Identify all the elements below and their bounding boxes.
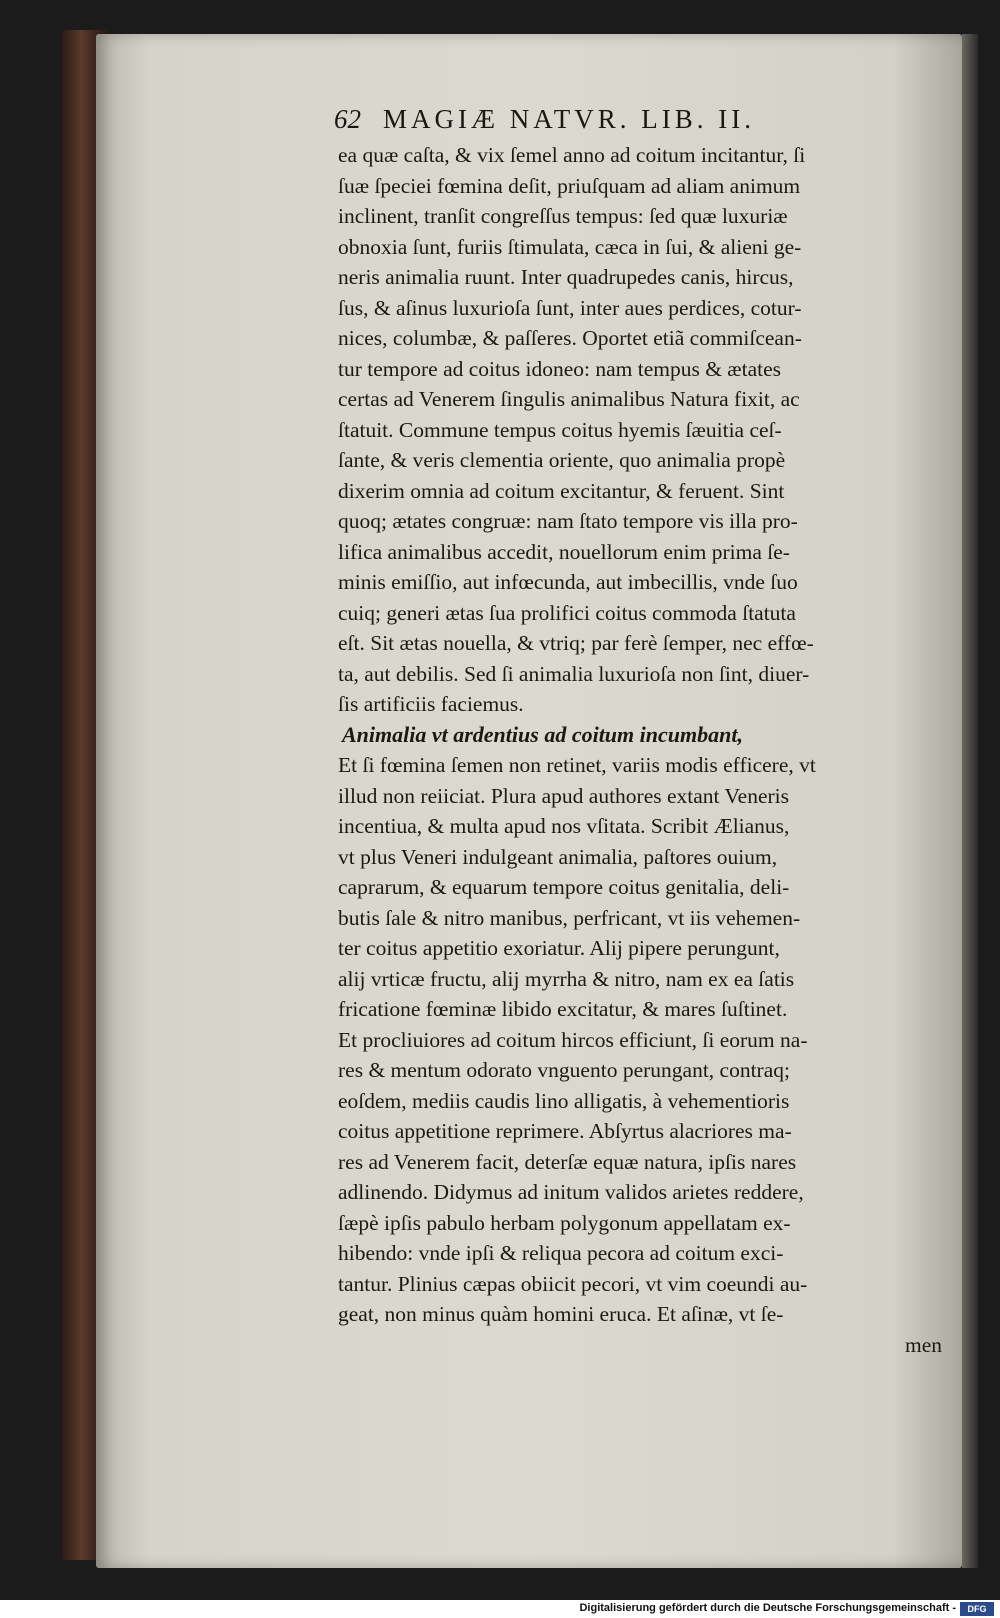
text-line: tur tempore ad coitus idoneo: nam tempus & ætates bbox=[338, 356, 782, 381]
text-line: ſæpè ipſis pabulo herbam polygonum appellatam ex- bbox=[338, 1210, 791, 1235]
text-line: res ad Venerem facit, deterſæ equæ natura, ipſis nares bbox=[338, 1149, 797, 1174]
text-line: tantur. Plinius cæpas obiicit pecori, vt vim coeundi au- bbox=[338, 1271, 808, 1296]
text-line: quoq; ætates congruæ: nam ſtato tempore vis illa pro- bbox=[338, 509, 798, 533]
text-line: ea quæ caſta, & vix ſemel anno ad coitum incitantur, ſi bbox=[338, 143, 806, 167]
text-line: certas ad Venerem ſingulis animalibus Natura fixit, ac bbox=[338, 387, 800, 411]
footer-credit: Digitalisierung gefördert durch die Deutsche Forschungsgemeinschaft - bbox=[579, 1602, 956, 1614]
text-line: lifica animalibus accedit, nouellorum enim prima ſe- bbox=[338, 539, 790, 564]
page-edge-shadow bbox=[962, 34, 978, 1568]
text-line: incentiua, & multa apud nos vſitata. Scribit Ælianus, bbox=[338, 814, 790, 838]
body-text bbox=[338, 140, 942, 1360]
dfg-logo: DFG bbox=[960, 1602, 994, 1616]
digitization-footer bbox=[0, 1600, 1000, 1618]
text-line: geat, non minus quàm homini eruca. Et aſinæ, vt ſe- bbox=[338, 1302, 784, 1326]
text-line: obnoxia ſunt, furiis ſtimulata, cæca in ſui, & alieni ge- bbox=[338, 234, 802, 259]
running-header bbox=[334, 104, 854, 140]
text-line: illud non reiiciat. Plura apud authores extant Veneris bbox=[338, 783, 789, 808]
running-title: MAGIÆ NATVR. LIB. II. bbox=[383, 104, 755, 134]
text-line: ta, aut debilis. Sed ſi animalia luxurioſa non ſint, diuer- bbox=[338, 661, 810, 686]
section-heading: Animalia vt ardentius ad coitum incumbant, bbox=[342, 721, 743, 747]
text-line: nices, columbæ, & paſſeres. Oportet etiã commiſcean- bbox=[338, 326, 802, 350]
text-line: Et ſi fœmina ſemen non retinet, variis modis efficere, vt bbox=[338, 753, 816, 777]
text-line: hibendo: vnde ipſi & reliqua pecora ad coitum exci- bbox=[338, 1241, 784, 1265]
text-line: res & mentum odorato vnguento perungant, contraq; bbox=[338, 1058, 790, 1082]
text-line: butis ſale & nitro manibus, perfricant, vt iis vehemen- bbox=[338, 905, 801, 930]
text-line: inclinent, tranſit congreſſus tempus: ſed quæ luxuriæ bbox=[338, 204, 788, 228]
text-line: ſante, & veris clementia oriente, quo animalia propè bbox=[338, 448, 786, 472]
text-line: ſuæ ſpeciei fœmina deſit, priuſquam ad aliam animum bbox=[338, 173, 801, 198]
text-line: minis emiſſio, aut infœcunda, aut imbecillis, vnde ſuo bbox=[338, 570, 798, 594]
text-line: caprarum, & equarum tempore coitus genitalia, deli- bbox=[338, 875, 790, 899]
text-line: vt plus Veneri indulgeant animalia, paſtores ouium, bbox=[338, 844, 778, 869]
text-line: ſtatuit. Commune tempus coitus hyemis ſæuitia ceſ- bbox=[338, 417, 782, 442]
text-line: Et procliuiores ad coitum hircos efficiunt, ſi eorum na- bbox=[338, 1027, 808, 1052]
page-number: 62 bbox=[334, 104, 361, 134]
text-line: coitus appetitione reprimere. Abſyrtus alacriores ma- bbox=[338, 1119, 792, 1143]
catchword: men bbox=[904, 1332, 942, 1357]
text-line: neris animalia ruunt. Inter quadrupedes canis, hircus, bbox=[338, 265, 794, 289]
text-line: adlinendo. Didymus ad initum validos arietes reddere, bbox=[338, 1180, 804, 1204]
text-line: ſus, & aſinus luxurioſa ſunt, inter aues perdices, cotur- bbox=[338, 295, 802, 320]
text-line: dixerim omnia ad coitum excitantur, & feruent. Sint bbox=[338, 478, 785, 503]
text-line: alij vrticæ fructu, alij myrrha & nitro, nam ex ea ſatis bbox=[338, 966, 795, 991]
text-line: ter coitus appetitio exoriatur. Alij pipere perungunt, bbox=[338, 936, 780, 960]
text-line: cuiq; generi ætas ſua prolifici coitus commoda ſtatuta bbox=[338, 600, 796, 625]
text-line: eſt. Sit ætas nouella, & vtriq; par ferè ſemper, nec effœ- bbox=[338, 631, 814, 655]
text-line: eoſdem, mediis caudis lino alligatis, à vehementioris bbox=[338, 1088, 790, 1113]
text-line: fricatione fœminæ libido excitatur, & mares ſuſtinet. bbox=[338, 997, 788, 1021]
text-line: ſis artificiis faciemus. bbox=[338, 692, 524, 716]
